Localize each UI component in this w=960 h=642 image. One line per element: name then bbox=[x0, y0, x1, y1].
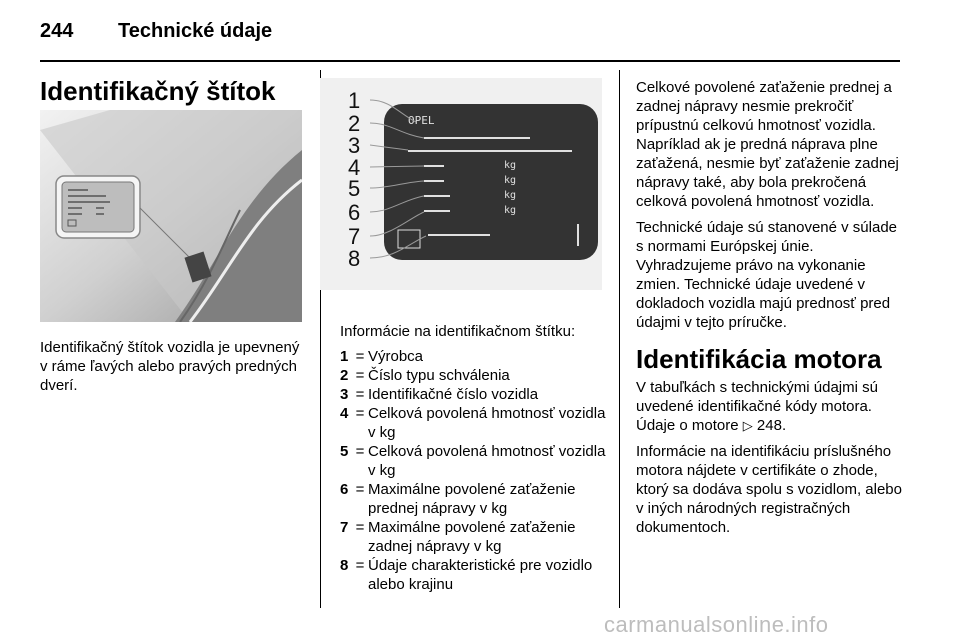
paragraph-axle-load: Celkové povolené zaťaženie prednej a zadnej nápravy nesmie prekročiť prípustnú celkovú hmotnosť vozidla. Napríklad ak je predná náprava plne zaťažená, nesmie byť zaťaženie zadnej nápravy také, aby bola prekročená celková povolená hmotnosť vozidla. bbox=[636, 79, 899, 210]
callout-1: 1 bbox=[348, 88, 361, 113]
engine-id-title: Identifikácia motora bbox=[636, 344, 882, 374]
plate-legend bbox=[340, 322, 612, 594]
column-divider-2 bbox=[619, 70, 620, 608]
door-pillar-photo bbox=[40, 110, 302, 322]
callout-4: 4 bbox=[348, 155, 361, 180]
plate-brand: OPEL bbox=[408, 114, 435, 127]
left-title: Identifikačný štítok bbox=[40, 76, 276, 106]
page-number: 244 bbox=[40, 20, 74, 42]
page-reference-link[interactable]: 248 bbox=[756, 417, 782, 434]
plate-unit-4: kg bbox=[504, 205, 517, 216]
paragraph-eu-norms: Technické údaje sú stanovené v súlade s normami Európskej únie. Vyhradzujeme právo na vykonanie zmien. Technické údaje uvedené v dokladoch vozidla majú prednosť pred údajmi v tejto príručke. bbox=[636, 219, 898, 331]
section-title: Technické údaje bbox=[118, 20, 273, 42]
legend-item: 4 = Celková povolená hmotnosť vozidla v kg bbox=[340, 405, 606, 441]
legend-item: 8 = Údaje charakteristické pre vozidlo alebo krajinu bbox=[340, 557, 593, 593]
callout-3: 3 bbox=[348, 133, 361, 158]
plate-unit-3: kg bbox=[504, 190, 517, 201]
plate-unit-2: kg bbox=[504, 175, 517, 186]
id-plate-illustration bbox=[320, 78, 602, 290]
legend-item: 5 = Celková povolená hmotnosť vozidla v kg bbox=[340, 443, 606, 479]
header-rule bbox=[40, 60, 900, 62]
plate-unit-1: kg bbox=[504, 160, 517, 171]
page-reference-arrow-icon: ▷ bbox=[742, 418, 753, 433]
callout-2: 2 bbox=[348, 111, 361, 136]
page-header bbox=[40, 20, 272, 43]
watermark: carmanualsonline.info bbox=[604, 612, 829, 637]
legend-lead: Informácie na identifikačnom štítku: bbox=[340, 323, 576, 340]
paragraph-engine-codes: V tabuľkách s technickými údajmi sú uvedené identifikačné kódy motora. Údaje o motore ▷ 248. bbox=[636, 379, 878, 434]
callout-5: 5 bbox=[348, 176, 361, 201]
legend-item: 6 = Maximálne povolené zaťaženie prednej nápravy v kg bbox=[340, 481, 576, 517]
callout-7: 7 bbox=[348, 224, 361, 249]
left-caption: Identifikačný štítok vozidla je upevnený v ráme ľavých alebo pravých predných dverí. bbox=[40, 339, 300, 394]
right-column bbox=[636, 78, 902, 544]
callout-8: 8 bbox=[348, 246, 361, 271]
legend-item: 7 = Maximálne povolené zaťaženie zadnej nápravy v kg bbox=[340, 519, 576, 555]
paragraph-engine-certificate: Informácie na identifikáciu príslušného motora nájdete v certifikáte o zhode, ktorý sa dodáva spolu s vozidlom, alebo v iných národných registračných dokumentoch. bbox=[636, 443, 902, 536]
legend-item: 3 = Identifikačné číslo vozidla bbox=[340, 386, 539, 403]
legend-item: 1 = Výrobca bbox=[340, 348, 424, 365]
legend-item: 2 = Číslo typu schválenia bbox=[340, 367, 510, 384]
callout-6: 6 bbox=[348, 200, 361, 225]
